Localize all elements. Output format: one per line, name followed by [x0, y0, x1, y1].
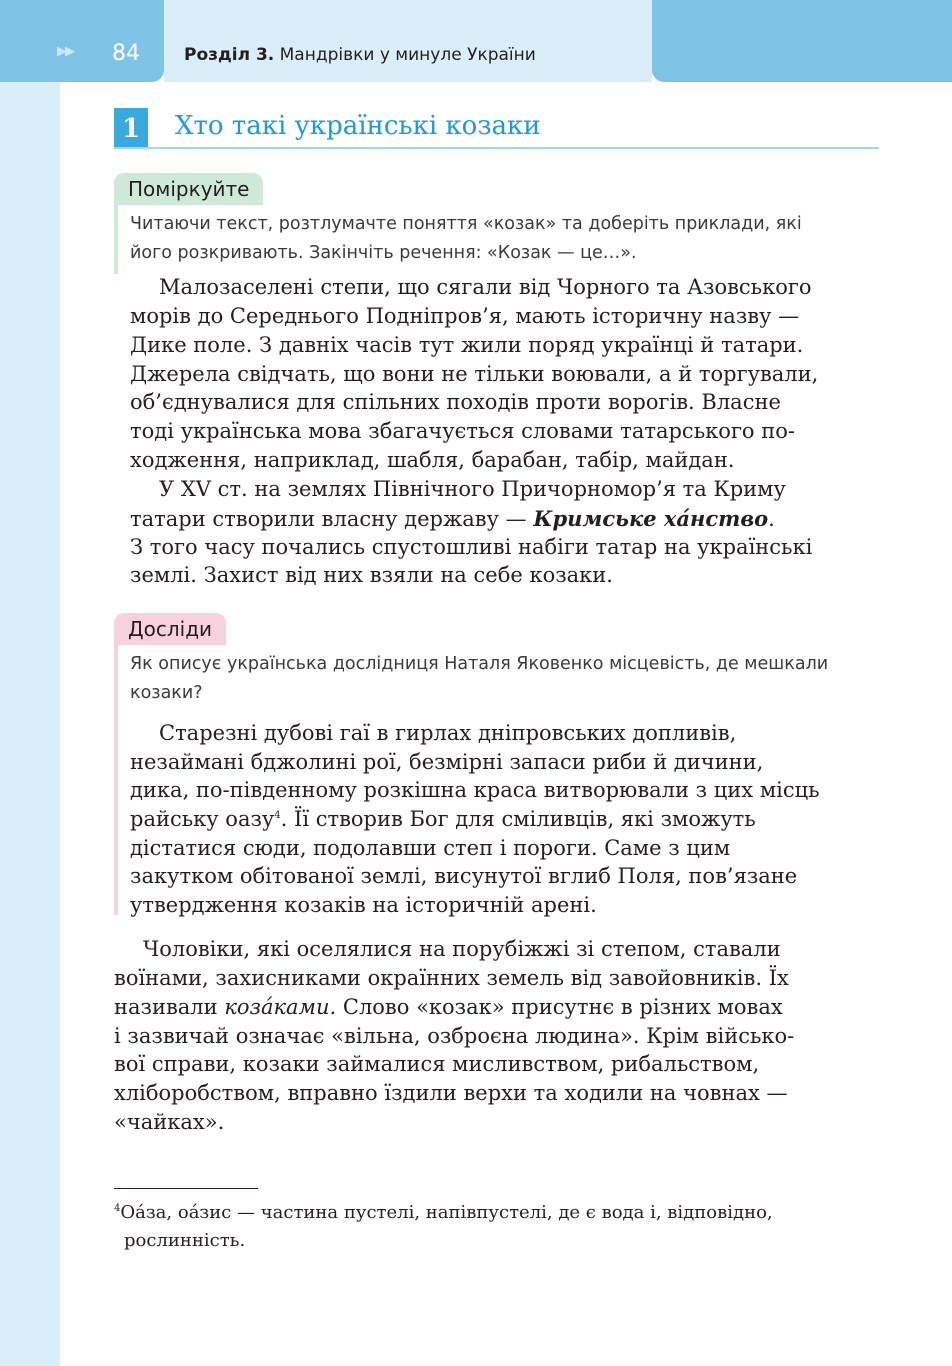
- paragraph-2-line-4: землі. Захист від них взяли на себе козаки.: [130, 563, 613, 587]
- footnote-reference: 4: [274, 810, 281, 821]
- quote-line-5: дістатися сюди, подолавши степ і пороги. Саме з цим: [130, 836, 731, 860]
- paragraph-3-called: називали: [114, 995, 218, 1019]
- research-box-line-1: Як описує українська дослідниця Наталя Яковенко місцевість, де мешкали: [130, 654, 829, 674]
- paragraph-1-line-4: Джерела свідчать, що вони не тільки воювали, а й торгували,: [130, 362, 819, 386]
- term-cossacks: коза́ками.: [224, 995, 337, 1019]
- chapter-label: Розділ 3.: [184, 45, 275, 65]
- paragraph-3-line-5: вої справи, козаки займалися мисливством, рибальством,: [114, 1052, 760, 1076]
- paragraph-2-line-1: У XV ст. на землях Північного Причорномор’я та Криму: [159, 477, 786, 501]
- footnote-line-2: рослинність.: [124, 1230, 246, 1251]
- quote-oasis-text: райську оазу: [130, 807, 275, 831]
- quote-line-4: [130, 807, 756, 831]
- paragraph-3-line-7: «чайках».: [114, 1110, 225, 1134]
- think-box-bar: [114, 205, 118, 274]
- think-box-line-2: його розкривають. Закінчіть речення: «Козак — це…».: [130, 243, 637, 263]
- section-underline: [114, 147, 879, 149]
- term-crimean-khanate: Кримське ха́нство: [533, 506, 769, 531]
- paragraph-3-line-1: Чоловіки, які оселялися на порубіжжі зі степом, ставали: [143, 937, 781, 961]
- paragraph-3-line-6: хліборобством, вправно їздили верхи та ходили на човнах —: [114, 1081, 788, 1105]
- left-margin-stripe: [0, 0, 60, 1366]
- paragraph-3-line-3: [114, 995, 783, 1019]
- paragraph-1-line-7: ходження, наприклад, шабля, барабан, табір, майдан.: [130, 448, 735, 472]
- quote-line-7: утвердження козаків на історичній арені.: [130, 893, 597, 917]
- section-title: Хто такі українські козаки: [175, 111, 541, 141]
- footnote-rule: [114, 1188, 258, 1189]
- paragraph-2-text: татари створили власну державу —: [130, 507, 527, 531]
- paragraph-3-line-4: і зазвичай означає «вільна, озброєна людина». Крім військо-: [114, 1024, 795, 1048]
- research-box-tag: Досліди: [114, 613, 226, 645]
- paragraph-2-line-2: [130, 506, 775, 531]
- quote-line-4-rest: . Її створив Бог для сміливців, які зможуть: [280, 807, 756, 831]
- quote-line-2: незаймані бджолині рої, безмірні запаси риби й дичини,: [130, 750, 764, 774]
- research-box-bar: [114, 645, 118, 915]
- footnote-line-1: [114, 1202, 773, 1223]
- chapter-name: Мандрівки у минуле України: [279, 45, 536, 65]
- page-number: 84: [112, 41, 140, 66]
- section-number-badge: 1: [114, 108, 148, 148]
- paragraph-1-line-1: Малозаселені степи, що сягали від Чорного та Азовського: [159, 275, 812, 299]
- paragraph-3-line-2: воїнами, захисниками окраїнних земель від завойовників. Їх: [114, 966, 789, 990]
- paragraph-1-line-2: морів до Середнього Подніпров’я, мають історичну назву —: [130, 304, 800, 328]
- double-arrow-icon: ▶▶: [57, 44, 73, 59]
- research-box-line-2: козаки?: [130, 683, 203, 703]
- quote-line-1: Старезні дубові гаї в гирлах дніпровських допливів,: [159, 721, 737, 745]
- paragraph-2-period: .: [768, 507, 775, 531]
- header-chapter-band: [164, 0, 652, 82]
- think-box-tag: Поміркуйте: [114, 173, 263, 205]
- footnote-text: Оа́за, оа́зис — частина пустелі, напівпустелі, де є вода і, відповідно,: [120, 1202, 773, 1223]
- paragraph-1-line-5: об’єднувалися для спільних походів проти ворогів. Власне: [130, 390, 781, 414]
- header-right-tab: [652, 0, 952, 82]
- quote-line-3: дика, по-південному розкішна краса витворювали з цих місць: [130, 778, 820, 802]
- footnote-mark: 4: [114, 1203, 121, 1214]
- quote-line-6: закутком обітованої землі, висунутої вглиб Поля, пов’язане: [130, 864, 798, 888]
- paragraph-3-word-text: Слово «козак» присутнє в різних мовах: [342, 995, 783, 1019]
- paragraph-2-line-3: З того часу почались спустошливі набіги татар на українські: [130, 535, 813, 559]
- chapter-title: [184, 45, 536, 65]
- paragraph-1-line-3: Дике поле. З давніх часів тут жили поряд українці й татари.: [130, 333, 804, 357]
- think-box-line-1: Читаючи текст, розтлумачте поняття «козак» та доберіть приклади, які: [130, 214, 802, 234]
- paragraph-1-line-6: тоді українська мова збагачується словами татарського по-: [130, 419, 795, 443]
